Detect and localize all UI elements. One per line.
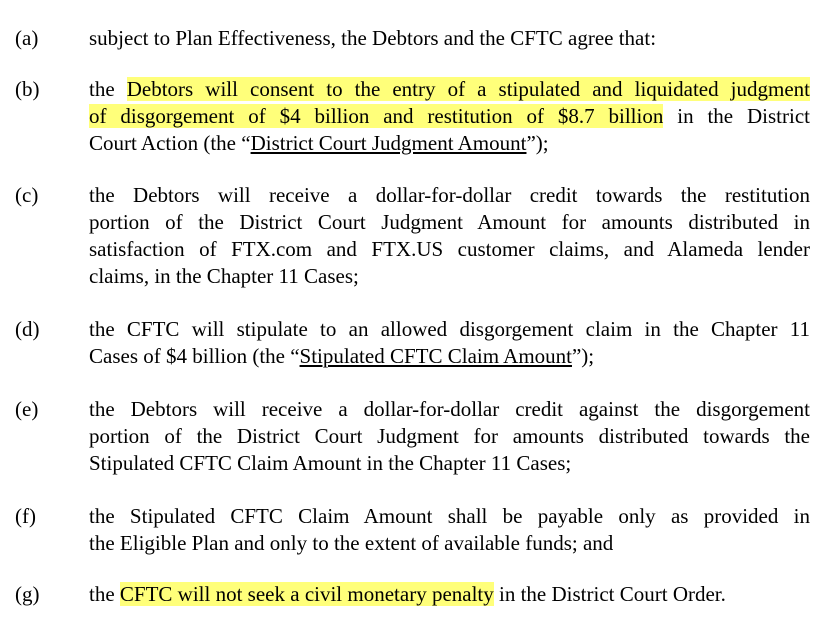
text-segment: Court Action (the “ (89, 131, 251, 155)
clause-label: (d) (15, 317, 40, 341)
clause-line (89, 396, 810, 423)
text-segment: the Eligible Plan and only to the extent of available funds; and (89, 531, 614, 555)
text-segment: subject to Plan Effectiveness, the Debtors and the CFTC agree that: (89, 26, 657, 50)
text-segment: portion of the District Court Judgment Amount for amounts distributed in (89, 210, 810, 234)
text-segment: the Debtors will receive a dollar-for-dollar credit towards the restitution (89, 183, 810, 207)
clause-label: (e) (15, 397, 39, 421)
clause-line (89, 343, 810, 370)
clause-line (89, 130, 810, 157)
clause-text (89, 396, 810, 477)
clause-label: (f) (15, 504, 36, 528)
text-segment: Cases of $4 billion (the “ (89, 344, 300, 368)
text-segment: in the District Court Order. (493, 582, 726, 606)
text-segment: the (89, 77, 127, 101)
text-segment: Stipulated CFTC Claim Amount in the Chapter 11 Cases; (89, 451, 572, 475)
clause-line (89, 503, 810, 530)
clause-label: (c) (15, 183, 39, 207)
text-segment: ”); (571, 344, 595, 368)
clause-label: (g) (15, 582, 40, 606)
text-segment: portion of the District Court Judgment for amounts distributed towards the (89, 424, 810, 448)
clause-line (89, 76, 810, 103)
clause-line (89, 103, 810, 130)
clause-line (89, 316, 810, 343)
clause-line (89, 209, 810, 236)
text-segment: claims, in the Chapter 11 Cases; (89, 264, 359, 288)
clause-line (89, 236, 810, 263)
highlighted-text: CFTC will not seek a civil monetary penalty (119, 582, 494, 606)
clause-label: (b) (15, 77, 40, 101)
defined-term: Stipulated CFTC Claim Amount (299, 344, 572, 368)
text-segment: the Stipulated CFTC Claim Amount shall be payable only as provided in (89, 504, 810, 528)
clause-text (89, 76, 810, 157)
clause-label: (a) (15, 26, 39, 50)
text-segment: in the District (663, 104, 810, 128)
clause-line (89, 182, 810, 209)
highlighted-text: Debtors will consent to the entry of a stipulated and liquidated judgment (126, 77, 810, 101)
clause-line (89, 581, 810, 608)
clause-line (89, 450, 810, 477)
clause-text (89, 25, 810, 52)
text-segment: satisfaction of FTX.com and FTX.US customer claims, and Alameda lender (89, 237, 810, 261)
clause-line (89, 423, 810, 450)
clause-text (89, 182, 810, 290)
text-segment: ”); (526, 131, 549, 155)
clause-line (89, 25, 810, 52)
text-segment: the CFTC will stipulate to an allowed disgorgement claim in the Chapter 11 (89, 317, 810, 341)
clause-text (89, 503, 810, 557)
defined-term: District Court Judgment Amount (250, 131, 527, 155)
clause-text (89, 316, 810, 370)
clause-line (89, 530, 810, 557)
clause-text (89, 581, 810, 608)
text-segment: the Debtors will receive a dollar-for-dollar credit against the disgorgement (89, 397, 810, 421)
highlighted-text: of disgorgement of $4 billion and restitution of $8.7 billion (89, 104, 664, 128)
text-segment: the (89, 582, 120, 606)
clause-line (89, 263, 810, 290)
